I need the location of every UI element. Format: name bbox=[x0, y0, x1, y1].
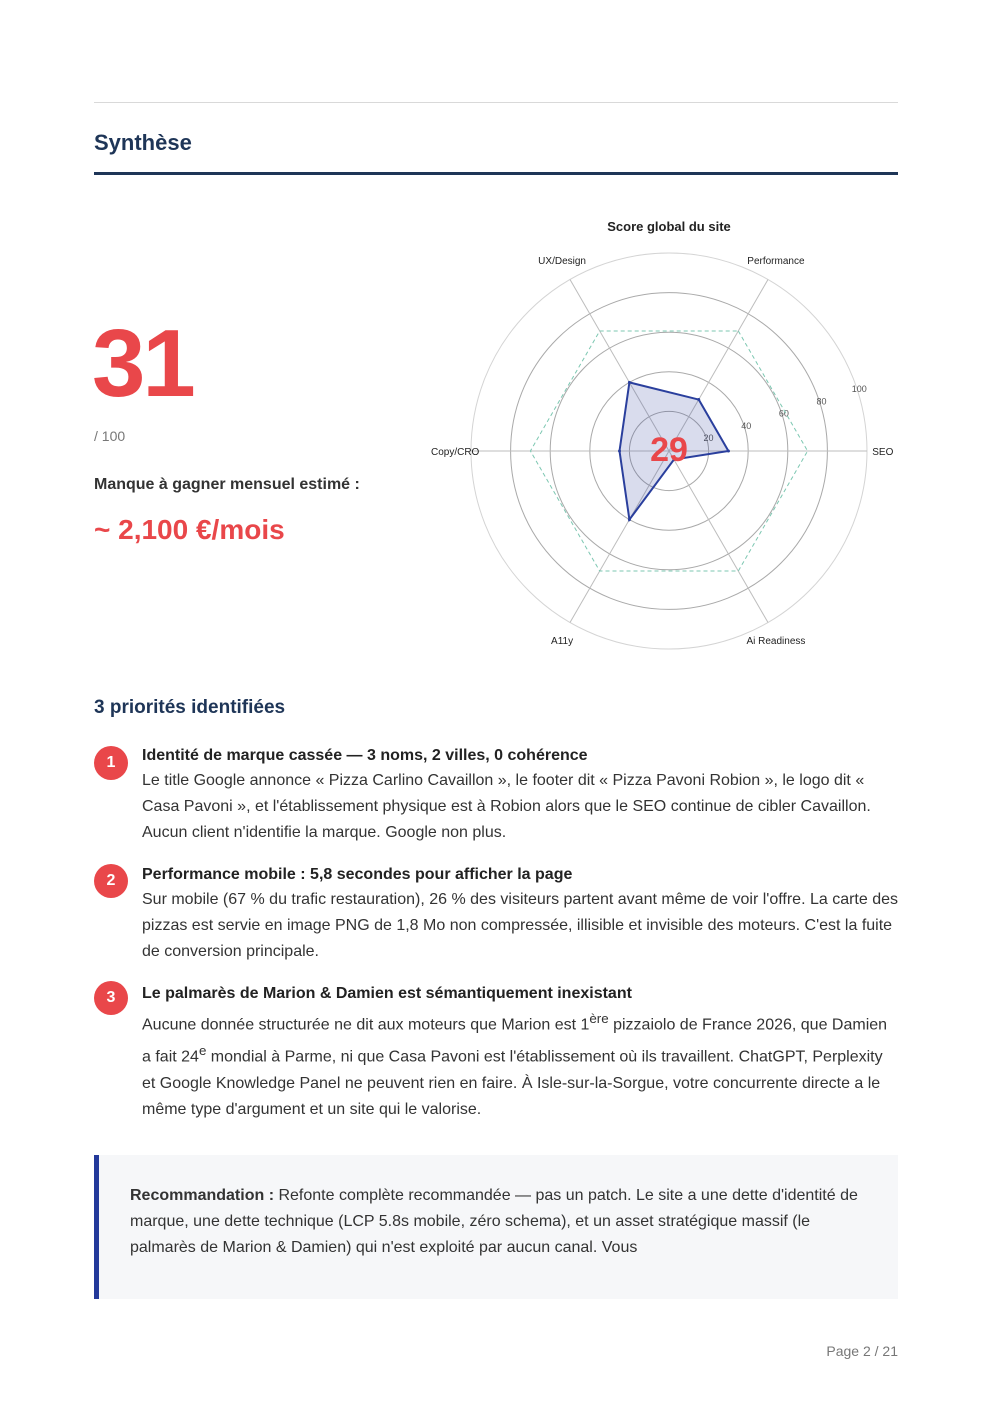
radial-tick-label: 40 bbox=[741, 420, 752, 431]
priority-content bbox=[142, 745, 898, 846]
priority-body: Le title Google annonce « Pizza Carlino Cavaillon », le footer dit « Pizza Pavoni Robion », le logo dit « Casa Pavoni », et l'établissement physique est à Robion alors que le SEO continue de cibler Cavaillon. Aucun client n'identifie la marque. Google non plus. bbox=[142, 772, 871, 841]
radar-point bbox=[618, 450, 621, 453]
priority-body-part: Aucune donnée structurée ne dit aux moteurs que Marion est 1 bbox=[142, 1016, 590, 1034]
recommendation-callout bbox=[94, 1155, 898, 1299]
priorities-title: 3 priorités identifiées bbox=[94, 697, 286, 718]
recommendation-body: Refonte complète recommandée — pas un patch. Le site a une dette d'identité de marque, une dette technique (LCP 5.8s mobile, zéro schema), et un asset stratégique massif (le palmarès de Marion & Damien) qui n'est exploité par aucun canal. Vous bbox=[130, 1187, 858, 1256]
top-divider bbox=[94, 102, 898, 103]
radial-tick-label: 80 bbox=[816, 396, 827, 407]
recommendation-lead: Recommandation : bbox=[130, 1187, 275, 1204]
section-title: Synthèse bbox=[94, 130, 192, 155]
radar-axis-label: SEO bbox=[872, 447, 894, 458]
radial-tick-label: 100 bbox=[851, 384, 867, 395]
priority-number-badge: 1 bbox=[94, 746, 128, 780]
chart-title: Score global du site bbox=[607, 219, 731, 234]
priority-title: Identité de marque cassée — 3 noms, 2 villes, 0 cohérence bbox=[142, 747, 588, 764]
revenue-loss-value: ~ 2,100 €/mois bbox=[94, 514, 285, 545]
radar-axis-label: A11y bbox=[551, 636, 574, 648]
global-score-value: 31 bbox=[92, 310, 193, 417]
revenue-loss-label: Manque à gagner mensuel estimé : bbox=[94, 476, 360, 493]
ordinal-superscript: ère bbox=[589, 1011, 609, 1026]
radar-point bbox=[697, 398, 700, 401]
priority-body-part: pizzaiolo de France 2026, que Damien a fait 24 bbox=[142, 1016, 888, 1066]
radar-point bbox=[727, 450, 730, 453]
radar-axis-label: Performance bbox=[747, 255, 805, 267]
ordinal-superscript: e bbox=[198, 1043, 207, 1059]
priority-title: Performance mobile : 5,8 secondes pour afficher la page bbox=[142, 866, 573, 883]
priority-content bbox=[142, 983, 898, 1123]
title-underline bbox=[94, 172, 898, 175]
global-score-max: / 100 bbox=[94, 428, 126, 444]
radar-point bbox=[628, 381, 631, 384]
priority-number-badge: 2 bbox=[94, 864, 128, 898]
radar-chart bbox=[420, 210, 920, 660]
recommendation-text bbox=[130, 1183, 870, 1261]
radial-tick-label: 60 bbox=[778, 408, 789, 419]
page-number: Page 2 / 21 bbox=[826, 1343, 898, 1359]
priority-number-badge: 3 bbox=[94, 981, 128, 1015]
priority-body: Sur mobile (67 % du trafic restauration), 26 % des visiteurs partent avant même de voir l'offre. La carte des pizzas est servie en image PNG de 1,8 Mo non compressée, illisible et invisible des moteurs. C'est la fuite de conversion principale. bbox=[142, 891, 899, 960]
radar-axis-label: Ai Readiness bbox=[746, 636, 806, 648]
radar-axis-label: UX/Design bbox=[538, 255, 586, 267]
priority-body-part: mondial à Parme, ni que Casa Pavoni est l'établissement où ils travaillent. ChatGPT, Perplexity et Google Knowledge Panel ne peuvent rien en faire. À Isle-sur-la-Sorgue, votre concurrente directe a le même type d'argument et un site qui le valorise. bbox=[142, 1048, 883, 1118]
radar-spoke bbox=[669, 451, 768, 622]
priority-content bbox=[142, 864, 898, 965]
priority-title: Le palmarès de Marion & Damien est sémantiquement inexistant bbox=[142, 985, 632, 1002]
chart-center-score: 29 bbox=[650, 431, 688, 469]
priority-body bbox=[142, 1006, 898, 1123]
radar-point bbox=[628, 518, 631, 521]
radar-axis-label: Copy/CRO bbox=[430, 447, 480, 458]
